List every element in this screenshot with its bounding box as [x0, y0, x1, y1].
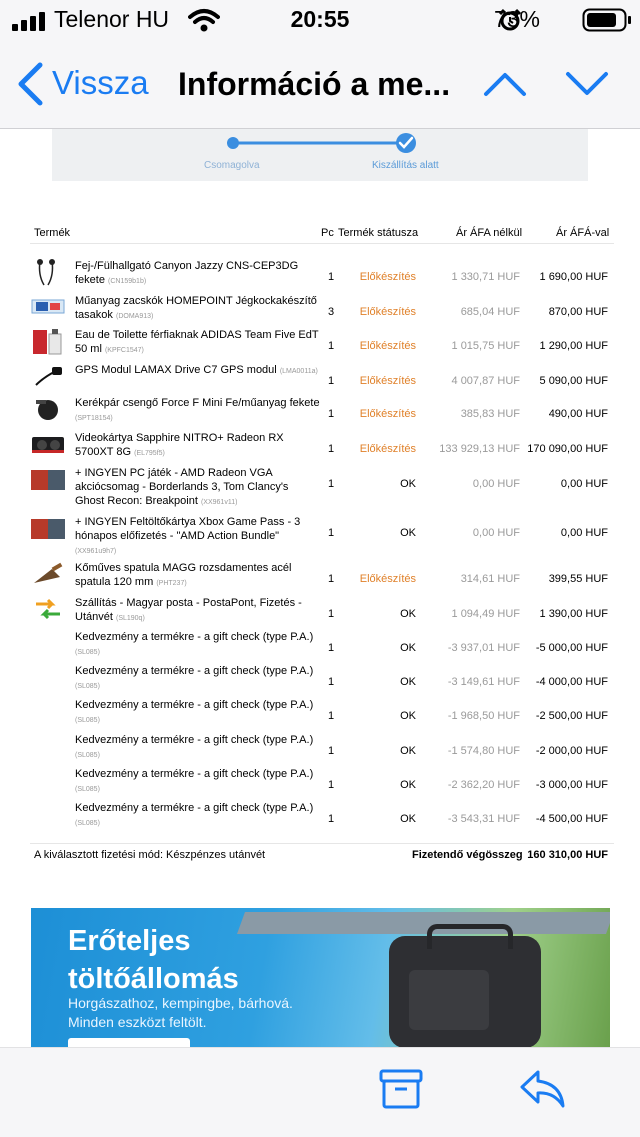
thumbnail-placeholder: [30, 731, 66, 759]
price-vat-cell: 5 090,00 HUF: [539, 375, 608, 387]
product-name-text: + INGYEN Feltöltőkártya Xbox Game Pass - 3 hónapos előfizetés - "AMD Action Bundle": [75, 516, 301, 542]
price-cell: -3 149,61 HUF: [447, 676, 520, 688]
product-name-text: Műanyag zacskók HOMEPOINT Jégkockakészítő tasakok: [75, 295, 317, 321]
status-cell: Előkészítés: [359, 443, 416, 455]
price-vat-cell: -3 000,00 HUF: [535, 779, 608, 791]
price-vat-cell: 399,55 HUF: [548, 573, 608, 585]
price-cell: 685,04 HUF: [460, 306, 520, 318]
power-station-image: [389, 936, 541, 1047]
step-packed-label: Csomagolva: [204, 160, 260, 171]
price-vat-cell: -2 000,00 HUF: [535, 745, 608, 757]
header-price-vat: Ár ÁFÁ-val: [556, 227, 610, 239]
price-vat-cell: -2 500,00 HUF: [535, 710, 608, 722]
qty-cell: 3: [328, 306, 335, 318]
product-name[interactable]: [75, 515, 320, 559]
price-vat-cell: 1 290,00 HUF: [539, 340, 608, 352]
battery-icon: [582, 8, 632, 32]
email-body: [0, 129, 640, 1047]
product-code: (SL085): [75, 717, 100, 724]
qty-cell: 1: [328, 375, 335, 387]
payment-mode: A kiválasztott fizetési mód: Készpénzes utánvét: [34, 849, 266, 861]
product-code: (SL085): [75, 786, 100, 793]
qty-cell: 1: [328, 408, 335, 420]
navigation-bar: [0, 40, 640, 129]
status-cell: OK: [400, 527, 416, 539]
product-name[interactable]: [75, 396, 320, 426]
price-cell: 133 929,13 HUF: [439, 443, 520, 455]
qty-cell: 1: [328, 340, 335, 352]
product-code: (DOMA913): [115, 313, 154, 320]
qty-cell: 1: [328, 813, 335, 825]
banner-subtitle-line2: Minden eszközt feltölt.: [68, 1014, 207, 1030]
qty-cell: 1: [328, 443, 335, 455]
product-code: (XX961v11): [200, 499, 238, 506]
status-cell: Előkészítés: [359, 271, 416, 283]
qty-cell: 1: [328, 573, 335, 585]
product-name-text: Szállítás - Magyar posta - PostaPont, Fizetés - Utánvét: [75, 597, 302, 623]
banner-title-line1: Erőteljes: [68, 925, 191, 957]
product-name[interactable]: [75, 664, 320, 694]
total-label: Fizetendő végösszeg: [412, 849, 523, 861]
earphones-image: [30, 257, 66, 285]
product-code: (LMA0011a): [279, 368, 318, 375]
price-cell: 385,83 HUF: [460, 408, 520, 420]
price-cell: -3 937,01 HUF: [447, 642, 520, 654]
price-vat-cell: 1 390,00 HUF: [539, 608, 608, 620]
price-vat-cell: 0,00 HUF: [560, 527, 608, 539]
product-name[interactable]: [75, 466, 320, 510]
product-code: (SL085): [75, 820, 100, 827]
game-bundle-image: [30, 464, 66, 492]
status-cell: OK: [400, 478, 416, 490]
price-vat-cell: -4 000,00 HUF: [535, 676, 608, 688]
banner-subtitle: [68, 994, 293, 1032]
status-cell: OK: [400, 779, 416, 791]
clock: 20:55: [290, 6, 350, 32]
price-vat-cell: 170 090,00 HUF: [527, 443, 608, 455]
banner-cta-button[interactable]: [68, 1038, 190, 1047]
banner-title-line2: töltőállomás: [68, 963, 239, 995]
product-name-text: Kedvezmény a termékre - a gift check (type P.A.): [75, 699, 314, 711]
status-cell: OK: [400, 813, 416, 825]
status-cell: Előkészítés: [359, 306, 416, 318]
footer-divider: [30, 843, 614, 844]
product-name[interactable]: [75, 767, 320, 797]
qty-cell: 1: [328, 745, 335, 757]
product-name[interactable]: [75, 596, 320, 626]
qty-cell: 1: [328, 642, 335, 654]
product-name-text: Kedvezmény a termékre - a gift check (type P.A.): [75, 802, 314, 814]
graphics-card-image: [30, 429, 66, 457]
product-name[interactable]: [75, 294, 320, 324]
qty-cell: 1: [328, 478, 335, 490]
qty-cell: 1: [328, 608, 335, 620]
price-cell: 1 015,75 HUF: [451, 340, 520, 352]
price-cell: 4 007,87 HUF: [451, 375, 520, 387]
chevron-down-icon[interactable]: [565, 71, 609, 97]
product-code: (KPFC1547): [104, 347, 144, 354]
product-name-text: Kedvezmény a termékre - a gift check (type P.A.): [75, 734, 314, 746]
gps-module-image: [30, 361, 66, 389]
qty-cell: 1: [328, 676, 335, 688]
product-name[interactable]: [75, 259, 320, 289]
price-cell: -1 968,50 HUF: [447, 710, 520, 722]
progress-track: [52, 129, 588, 165]
carrier-label: Telenor HU: [54, 6, 170, 32]
header-divider: [30, 243, 614, 244]
product-code: (SL085): [75, 649, 100, 656]
banner-subtitle-line1: Horgászathoz, kempingbe, bárhová.: [68, 995, 293, 1011]
thumbnail-placeholder: [30, 696, 66, 724]
product-name-text: Kerékpár csengő Force F Mini Fe/műanyag fekete: [75, 397, 320, 409]
status-cell: Előkészítés: [359, 340, 416, 352]
product-name-text: GPS Modul LAMAX Drive C7 GPS modul: [75, 364, 277, 376]
status-cell: OK: [400, 642, 416, 654]
trowel-image: [30, 559, 66, 587]
product-name-text: Fej-/Fülhallgató Canyon Jazzy CNS-CEP3DG fekete: [75, 260, 299, 286]
ice-bags-image: [30, 292, 66, 320]
product-name[interactable]: [75, 698, 320, 728]
banner-title: [68, 922, 239, 998]
product-name-text: Videokártya Sapphire NITRO+ Radeon RX 5700XT 8G: [75, 432, 284, 458]
product-code: (SL085): [75, 752, 100, 759]
product-name[interactable]: [75, 431, 320, 461]
game-bundle-image: [30, 513, 66, 541]
header-price: Ár ÁFA nélkül: [456, 227, 523, 239]
total-value: 160 310,00 HUF: [527, 849, 608, 861]
header-status: Termék státusza: [338, 227, 419, 239]
status-cell: Előkészítés: [359, 375, 416, 387]
product-code: (SL190q): [115, 615, 145, 622]
price-vat-cell: 870,00 HUF: [548, 306, 608, 318]
chevron-up-icon[interactable]: [483, 71, 527, 97]
promo-banner[interactable]: [31, 908, 610, 1047]
price-vat-cell: -4 500,00 HUF: [535, 813, 608, 825]
price-vat-cell: 0,00 HUF: [560, 478, 608, 490]
status-cell: Előkészítés: [359, 408, 416, 420]
product-name[interactable]: [75, 561, 320, 591]
product-name[interactable]: [75, 328, 320, 358]
shipping-icon: [30, 594, 66, 622]
qty-cell: 1: [328, 271, 335, 283]
thumbnail-placeholder: [30, 765, 66, 793]
product-code: (CN159b1b): [108, 278, 147, 285]
step-shipping-label: Kiszállítás alatt: [372, 160, 439, 171]
product-name[interactable]: [75, 363, 320, 379]
product-code: (PHT237): [156, 580, 187, 587]
price-vat-cell: -5 000,00 HUF: [535, 642, 608, 654]
archive-icon[interactable]: [379, 1068, 423, 1110]
product-code: (SL085): [75, 683, 100, 690]
back-button[interactable]: Vissza: [52, 64, 149, 101]
product-name-text: Kőműves spatula MAGG rozsdamentes acél spatula 120 mm: [75, 562, 292, 588]
status-cell: OK: [400, 676, 416, 688]
status-cell: OK: [400, 608, 416, 620]
price-vat-cell: 490,00 HUF: [548, 408, 608, 420]
reply-icon[interactable]: [518, 1068, 566, 1110]
chevron-left-icon[interactable]: [16, 62, 44, 106]
thumbnail-placeholder: [30, 662, 66, 690]
status-cell: OK: [400, 710, 416, 722]
qty-cell: 1: [328, 779, 335, 791]
qty-cell: 1: [328, 710, 335, 722]
price-cell: 1 330,71 HUF: [451, 271, 520, 283]
product-name[interactable]: [75, 733, 320, 763]
price-cell: 0,00 HUF: [472, 478, 520, 490]
product-name-text: Eau de Toilette férfiaknak ADIDAS Team Five EdT 50 ml: [75, 329, 319, 355]
product-code: (EL795f5): [134, 450, 165, 457]
header-product: Termék: [34, 227, 71, 239]
header-qty: Pc: [321, 227, 334, 239]
bottom-toolbar: [0, 1047, 640, 1137]
price-cell: 1 094,49 HUF: [451, 608, 520, 620]
perfume-image: [30, 326, 66, 354]
thumbnail-placeholder: [30, 628, 66, 656]
status-cell: OK: [400, 745, 416, 757]
price-cell: -1 574,80 HUF: [447, 745, 520, 757]
price-cell: -3 543,31 HUF: [447, 813, 520, 825]
banner-table-top: [237, 912, 610, 934]
qty-cell: 1: [328, 527, 335, 539]
thumbnail-placeholder: [30, 799, 66, 827]
product-name-text: + INGYEN PC játék - AMD Radeon VGA akciócsomag - Borderlands 3, Tom Clancy's Ghost Recon: Breakpoint: [75, 467, 289, 507]
bike-bell-image: [30, 394, 66, 422]
product-name[interactable]: [75, 801, 320, 831]
product-name[interactable]: [75, 630, 320, 660]
status-bar: [0, 0, 640, 40]
battery-percent: 73%: [493, 6, 540, 32]
product-name-text: Kedvezmény a termékre - a gift check (type P.A.): [75, 631, 314, 643]
page-title: Információ a me...: [178, 66, 451, 102]
order-progress: [52, 129, 588, 181]
product-code: (SPT18154): [75, 415, 113, 422]
status-cell: Előkészítés: [359, 573, 416, 585]
price-cell: 0,00 HUF: [472, 527, 520, 539]
product-name-text: Kedvezmény a termékre - a gift check (type P.A.): [75, 665, 314, 677]
price-cell: 314,61 HUF: [460, 573, 520, 585]
product-code: (XX961u9h7): [75, 548, 117, 555]
price-vat-cell: 1 690,00 HUF: [539, 271, 608, 283]
price-cell: -2 362,20 HUF: [447, 779, 520, 791]
product-name-text: Kedvezmény a termékre - a gift check (type P.A.): [75, 768, 314, 780]
